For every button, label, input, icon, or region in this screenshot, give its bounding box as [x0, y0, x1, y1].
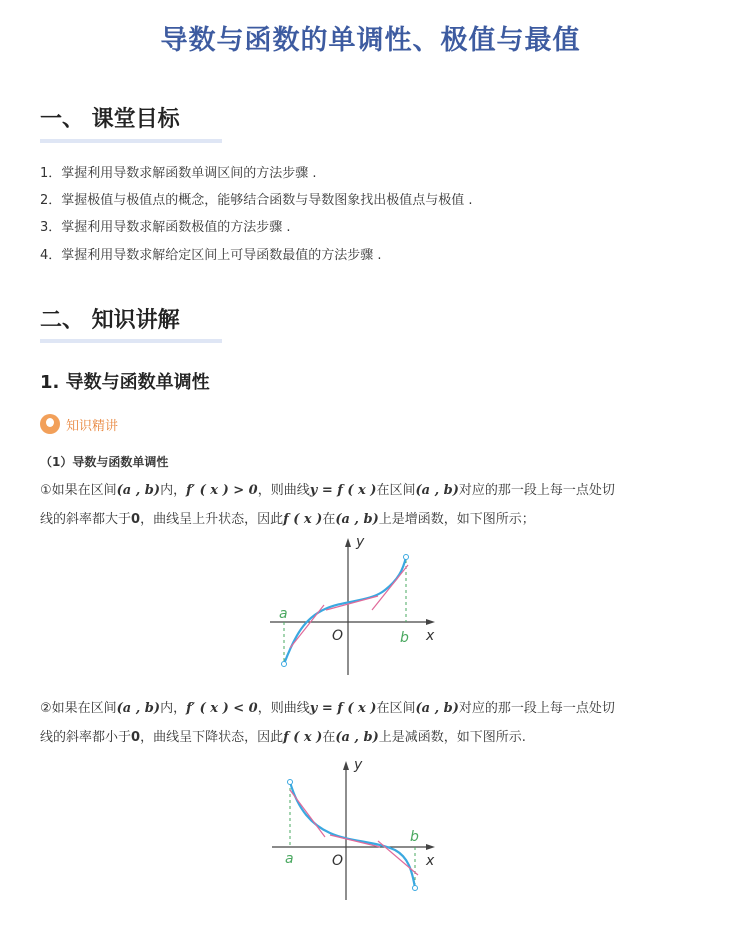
svg-text:y: y: [354, 757, 363, 773]
point-title: （1）导数与函数单调性: [40, 455, 169, 469]
svg-text:x: x: [426, 628, 435, 644]
sub-heading: 1. 导数与函数单调性: [40, 372, 210, 393]
paragraph-increasing: ①如果在区间(a , b)内，f′ ( x ) > 0，则曲线y = f ( x )在区间(a , b)对应的那一段上每一点处切 线的斜率都大于0，曲线呈上升状态，因此f ( x )在(a , b)上是增函数，如下图所示；: [40, 483, 615, 527]
page-title: 导数与函数的单调性、极值与最值: [160, 25, 581, 56]
section-heading-goals: 一、 课堂目标: [40, 107, 180, 132]
svg-text:O: O: [332, 628, 344, 644]
tag-label: 知识精讲: [66, 418, 119, 434]
svg-text:b: b: [410, 829, 419, 845]
goal-item: 4．掌握利用导数求解给定区间上可导函数最值的方法步骤 .: [40, 248, 382, 263]
svg-text:a: a: [279, 606, 288, 622]
knowledge-tag: [40, 414, 118, 434]
paragraph-decreasing: ②如果在区间(a , b)内，f′ ( x ) < 0，则曲线y = f ( x )在区间(a , b)对应的那一段上每一点处切 线的斜率都小于0，曲线呈下降状态，因此f ( x )在(a , b)上是减函数，如下图所示.: [40, 701, 615, 745]
svg-text:x: x: [426, 853, 435, 869]
heading-underline: [40, 339, 222, 343]
svg-text:b: b: [400, 630, 409, 646]
section-heading-knowledge: 二、 知识讲解: [40, 308, 180, 333]
heading-underline: [40, 139, 222, 143]
goal-item: 1．掌握利用导数求解函数单调区间的方法步骤 .: [40, 166, 317, 181]
increasing-function-graph: [260, 530, 460, 680]
decreasing-function-graph: [260, 755, 460, 905]
lightbulb-icon: [40, 414, 60, 434]
goal-item: 2．掌握极值与极值点的概念，能够结合函数与导数图象找出极值点与极值 .: [40, 193, 473, 208]
svg-text:y: y: [356, 534, 365, 550]
goal-item: 3．掌握利用导数求解函数极值的方法步骤 .: [40, 220, 291, 235]
svg-text:O: O: [332, 853, 344, 869]
svg-text:a: a: [285, 851, 294, 867]
